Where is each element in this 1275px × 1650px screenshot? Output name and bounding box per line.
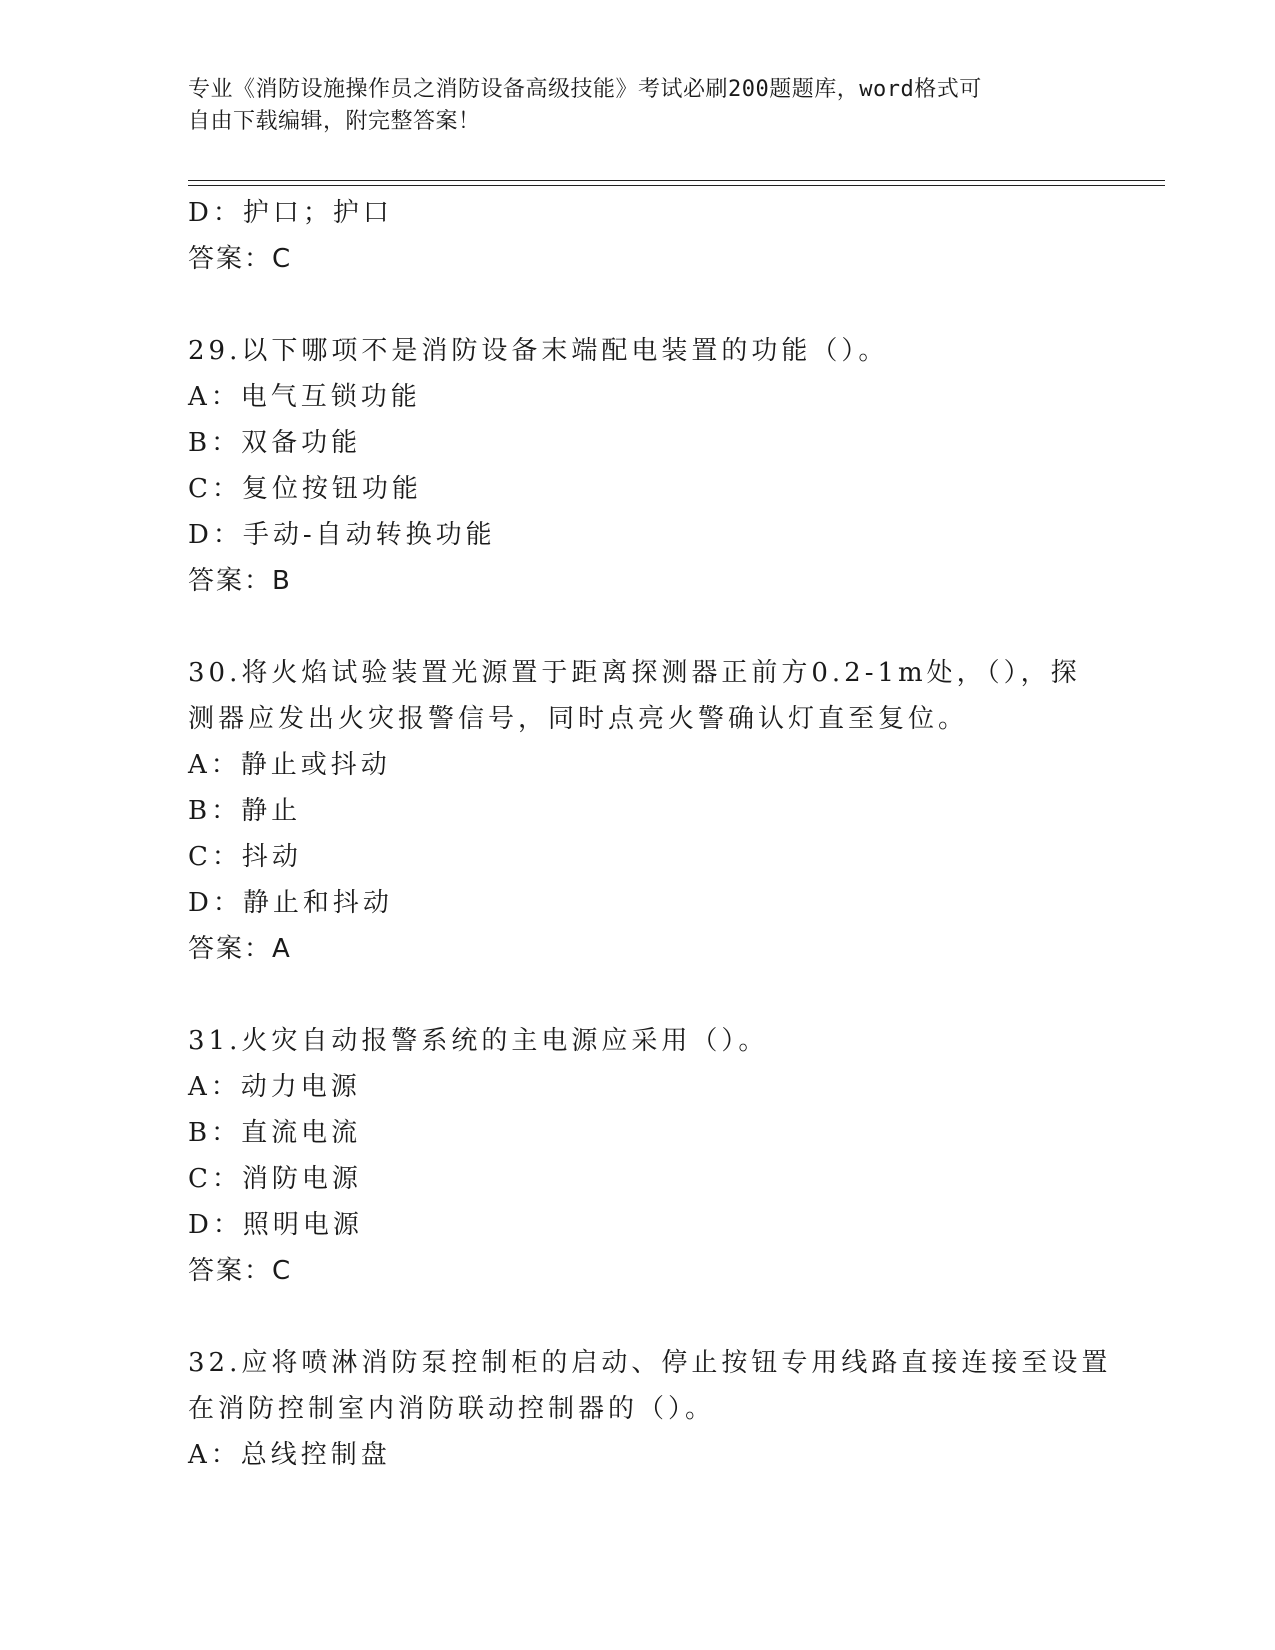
- question-stem-continued: 在消防控制室内消防联动控制器的（）。: [188, 1394, 716, 1424]
- header-divider-bottom: [188, 185, 1165, 186]
- question-32: [188, 1340, 1112, 1478]
- option-d: D：照明电源: [188, 1210, 363, 1240]
- answer: 答案：B: [188, 566, 292, 596]
- question-31: [188, 1018, 1088, 1294]
- question-stem: 31.火灾自动报警系统的主电源应采用（）。: [188, 1026, 769, 1056]
- question-stem-continued: 测器应发出火灾报警信号，同时点亮火警确认灯直至复位。: [188, 704, 969, 734]
- question-stem: 29.以下哪项不是消防设备末端配电装置的功能（）。: [188, 336, 889, 366]
- option-c: C：抖动: [188, 842, 302, 872]
- question-30: [188, 650, 1088, 972]
- spacer: [188, 282, 1088, 328]
- answer: 答案：C: [188, 1256, 293, 1286]
- option-b: B：直流电流: [188, 1118, 362, 1148]
- spacer: [188, 1294, 1088, 1340]
- option-a: A：总线控制盘: [188, 1440, 391, 1470]
- question-stem: 30.将火焰试验装置光源置于距离探测器正前方0.2-1m处，（），探: [188, 658, 1081, 688]
- option-a: A：静止或抖动: [188, 750, 391, 780]
- option-a: A：电气互锁功能: [188, 382, 421, 412]
- option-d: D：静止和抖动: [188, 888, 393, 918]
- spacer: [188, 972, 1088, 1018]
- document-header: [188, 74, 1068, 138]
- prev-answer: 答案：C: [188, 244, 293, 274]
- header-line-2: 自由下载编辑，附完整答案！: [188, 109, 481, 134]
- prev-option-d: D：护口；护口: [188, 198, 393, 228]
- question-stem: 32.应将喷淋消防泵控制柜的启动、停止按钮专用线路直接连接至设置: [188, 1348, 1112, 1378]
- option-b: B：双备功能: [188, 428, 362, 458]
- header-divider-top: [188, 180, 1165, 181]
- header-line-1: 专业《消防设施操作员之消防设备高级技能》考试必刷200题题库，word格式可: [188, 77, 982, 102]
- spacer: [188, 604, 1088, 650]
- answer: 答案：A: [188, 934, 292, 964]
- question-29: [188, 328, 1088, 604]
- option-b: B：静止: [188, 796, 302, 826]
- option-c: C：复位按钮功能: [188, 474, 422, 504]
- question-list: [188, 190, 1112, 1478]
- option-c: C：消防电源: [188, 1164, 362, 1194]
- option-d: D：手动-自动转换功能: [188, 520, 496, 550]
- option-a: A：动力电源: [188, 1072, 361, 1102]
